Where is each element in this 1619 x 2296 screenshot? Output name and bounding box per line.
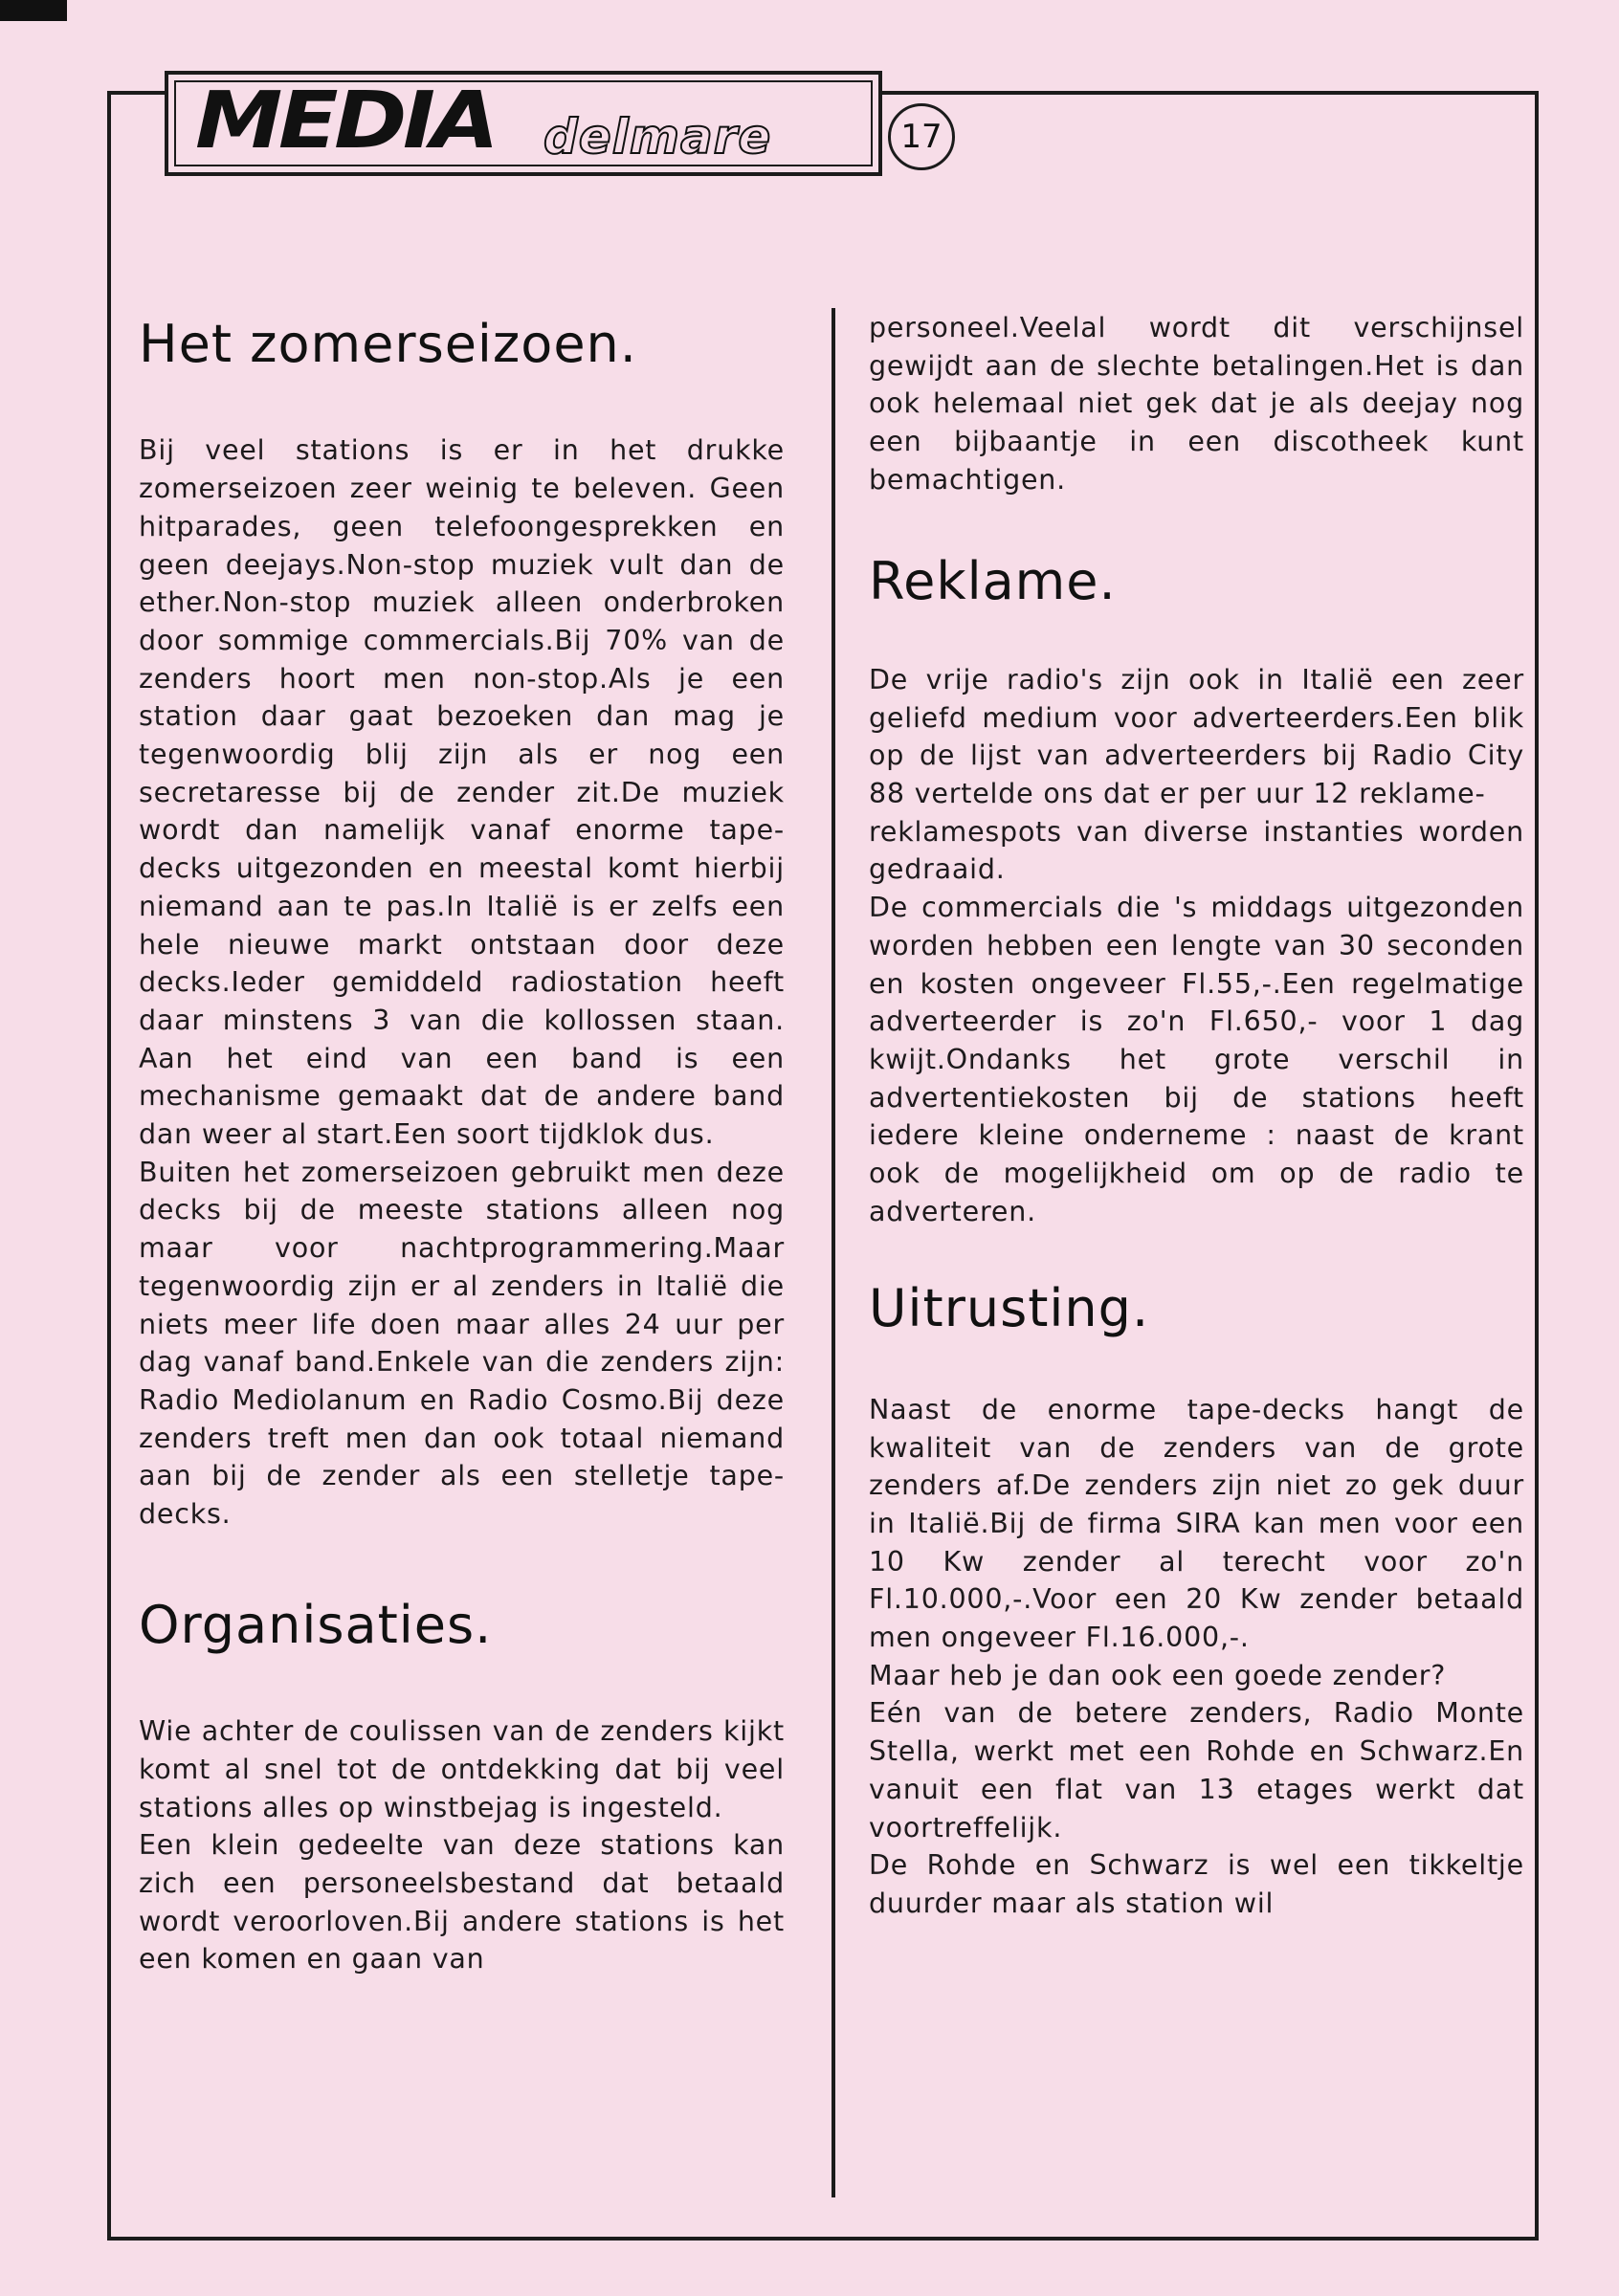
- section-title-organisaties: Organisaties.: [139, 1594, 493, 1655]
- paragraph: De commercials die 's middags uitgezonden worden hebben een lengte van 30 seconden en kosten ongeveer Fl.55,-.Een regelmatige adverteerder is zo'n Fl.650,- voor 1 dag kwijt.Ondanks het grote verschil in advertentiekosten bij de stations heeft iedere kleine onderneme : naast de krant ook de mogelijkheid om op de radio te adverteren.: [869, 892, 1524, 1227]
- section-title-uitrusting: Uitrusting.: [869, 1278, 1150, 1339]
- masthead-logo: [165, 71, 882, 176]
- section-title-reklame: Reklame.: [869, 550, 1117, 611]
- right-column: [869, 309, 1524, 1923]
- logo-delmare-text: delmare: [543, 109, 772, 165]
- paragraph: Eén van de betere zenders, Radio Monte Stella, werkt met een Rohde en Schwarz.En vanuit een flat van 13 etages werkt dat voortreffelijk.: [869, 1697, 1524, 1843]
- paragraph: Bij veel stations is er in het drukke zomerseizoen zeer weinig te beleven. Geen hitparades, geen telefoongesprekken en geen deejays.Non-stop muziek vult dan de ether.Non-stop muziek alleen onderbroken door sommige commercials.Bij 70% van de zenders hoort men non-stop.Als je een station daar gaat bezoeken dan mag je tegenwoordig blij zijn als er nog een secretaresse bij de zender zit.De muziek wordt dan namelijk vanaf enorme tape-decks uitgezonden en meestal komt hierbij niemand aan te pas.In Italië is er zelfs een hele nieuwe markt ontstaan door deze decks.Ieder gemiddeld radiostation heeft daar minstens 3 van die kollossen staan. Aan het eind van een band is een mechanisme gemaakt dat de andere band dan weer al start.Een soort tijdklok dus.: [139, 434, 785, 1151]
- paragraph: Wie achter de coulissen van de zenders kijkt komt al snel tot de ontdekking dat bij veel stations alles op winstbejag is ingesteld.: [139, 1715, 785, 1823]
- paragraph: Een klein gedeelte van deze stations kan zich een personeelsbestand dat betaald wordt veroorloven.Bij andere stations is het een komen en gaan van: [139, 1829, 785, 1976]
- logo-media-text: MEDIA: [195, 76, 496, 166]
- paragraph: Naast de enorme tape-decks hangt de kwaliteit van de zenders van de grote zenders af.De zenders zijn niet zo gek duur in Italië.Bij de firma SIRA kan men voor een 10 Kw zender al terecht voor zo'n Fl.10.000,-.Voor een 20 Kw zender betaald men ongeveer Fl.16.000,-.: [869, 1393, 1524, 1654]
- paragraph: De vrije radio's zijn ook in Italië een zeer geliefd medium voor adverteerders.Een blik op de lijst van adverteerders bij Radio City 88 vertelde ons dat er per uur 12 reklame-: [869, 663, 1524, 810]
- paragraph: Maar heb je dan ook een goede zender?: [869, 1659, 1447, 1691]
- page-number: 17: [888, 103, 955, 170]
- section-title-zomerseizoen: Het zomerseizoen.: [139, 314, 637, 374]
- paragraph: De Rohde en Schwarz is wel een tikkeltje duurder maar als station wil: [869, 1849, 1524, 1919]
- paragraph: reklamespots van diverse instanties worden gedraaid.: [869, 815, 1524, 886]
- paragraph-continuation: personeel.Veelal wordt dit verschijnsel gewijdt aan de slechte betalingen.Het is dan ook helemaal niet gek dat je als deejay nog een bijbaantje in een discotheek kunt bemachtigen.: [869, 312, 1524, 496]
- paragraph: Buiten het zomerseizoen gebruikt men deze decks bij de meeste stations alleen nog maar voor nachtprogrammering.Maar tegenwoordig zijn er al zenders in Italië die niets meer life doen maar alles 24 uur per dag vanaf band.Enkele van die zenders zijn: Radio Mediolanum en Radio Cosmo.Bij deze zenders treft men dan ook totaal niemand aan bij de zender als een stelletje tape-decks.: [139, 1156, 785, 1531]
- column-divider: [832, 308, 835, 2197]
- left-column: [139, 306, 785, 1978]
- scan-corner-mark: [0, 0, 67, 21]
